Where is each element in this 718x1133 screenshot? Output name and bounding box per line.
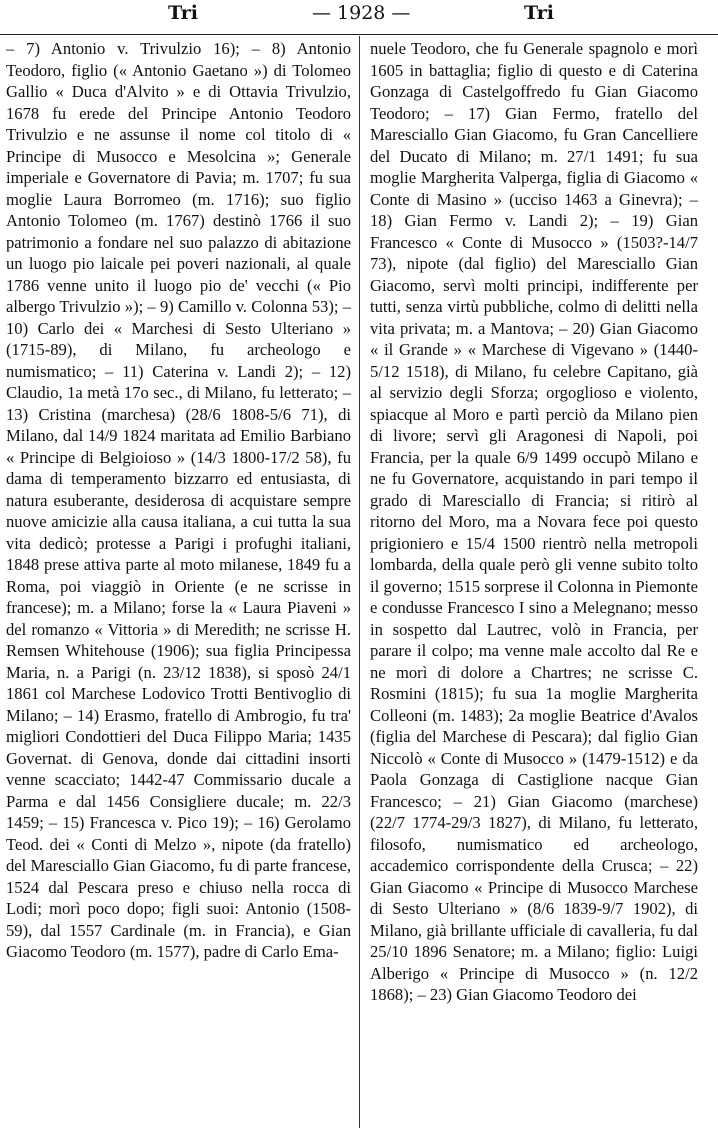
running-header — [0, 0, 718, 35]
right-column-text: nuele Teodoro, che fu Generale spagnolo e morì 1605 in battaglia; figlio di questo e di Caterina Gonzaga di Castelgoffredo fu Gian Giacomo Teodoro; – 17) Gian Fermo, fratello del Maresciallo Gian Giacomo, fu Gran Cancelliere del Ducato di Milano; m. 27/1 1491; fu sua moglie Margherita Valperga, figlia di Giacomo « Conte di Masino » (ucciso 1463 a Ginevra); – 18) Gian Fermo v. Landi 2); – 19) Gian Francesco « Conte di Musocco » (1503?-14/7 73), nipote (dal figlio) del Maresciallo Gian Giacomo, servì molti principi, indifferente per tutti, senza virtù pubbliche, colmo di delitti nella vita privata; m. a Mantova; – 20) Gian Giacomo « il Grande » « Marchese di Vigevano » (1440-5/12 1518), di Milano, fu celebre Capitano, già al servizio degli Sforza; orgoglioso e violento, spiacque al Moro e partì perciò da Milano pien di livore; servì gli Aragonesi di Napoli, poi Francia, per la quale 6/9 1499 occupò Milano e ne fu Governatore, acquistando in pari tempo il grado di Maresciallo di Francia; si ritirò al ritorno del Moro, ma a Novara fece poi questo prigioniero e 15/4 1500 rientrò nella metropoli lombarda, della quale però gli venne subito tolto il governo; 1515 sorprese il Colonna in Piemonte e condusse Francesco I sino a Melegnano; messo in sospetto dal Lautrec, volò in Francia, per parare il colpo; ma venne male accolto dal Re e ne morì di dolore a Chartres; ne scrisse C. Rosmini (1815); fu sua 1a moglie Margherita Colleoni (m. 1483); 2a moglie Beatrice d'Avalos (figlia del Marchese di Pescara); dal figlio Gian Niccolò « Conte di Musocco » (1479-1512) e da Paola Gonzaga di Castiglione nacque Gian Francesco; – 21) Gian Giacomo (marchese) (22/7 1774-29/3 1827), di Milano, fu letterato, filosofo, numismatico ed archeologo, accademico corrispondente della Crusca; – 22) Gian Giacomo « Principe di Musocco Marchese di Sesto Ulteriano » (8/6 1839-9/7 1902), di Milano, già brillante ufficiale di cavalleria, fu dal 25/10 1896 Senatore; m. a Milano; figlio: Luigi Alberigo « Principe di Musocco » (n. 12/2 1868); – 23) Gian Giacomo Teodoro dei — [370, 39, 698, 1004]
header-left-word: Tri — [168, 2, 198, 24]
right-column — [370, 38, 698, 1128]
header-right-word: Tri — [524, 2, 554, 24]
left-column — [6, 38, 351, 1128]
page-number: — 1928 — — [312, 2, 411, 24]
left-column-text: – 7) Antonio v. Trivulzio 16); – 8) Antonio Teodoro, figlio (« Antonio Gaetano ») di Tolomeo Gallio « Duca d'Alvito » e di Ottavia Trivulzio, 1678 fu erede del Principe Antonio Teodoro Trivulzio e ne assunse il nome col titolo di « Principe di Musocco e Mesolcina »; Generale imperiale e Governatore di Pavia; m. 1707; fu sua moglie Laura Borromeo (m. 1716); suo figlio Antonio Tolomeo (m. 1767) destinò 1766 il suo patrimonio a fondare nel suo palazzo di abitazione un luogo pio laicale pei poveri nazionali, al quale 1786 venne unito il luogo pio de' vecchi (« Pio albergo Trivulzio »); – 9) Camillo v. Colonna 53); – 10) Carlo dei « Marchesi di Sesto Ulteriano » (1715-89), di Milano, fu archeologo e numismatico; – 11) Caterina v. Landi 2); – 12) Claudio, 1a metà 17o sec., di Milano, fu letterato; – 13) Cristina (marchesa) (28/6 1808-5/6 71), di Milano, dal 14/9 1824 maritata ad Emilio Barbiano « Principe di Belgioioso » (14/3 1800-17/2 58), fu dama di temperamento bizzarro ed entusiasta, di natura esuberante, desiderosa di acquistare sempre nuove amicizie alla causa italiana, a cui tutta la sua vita dedicò; protesse a Parigi i profughi italiani, 1848 prese attiva parte al moto milanese, 1849 fu a Roma, poi viaggiò in Oriente (e ne scrisse in francese); m. a Milano; forse la « Laura Piaveni » del romanzo « Vittoria » di Meredith; ne scrisse H. Remsen Whitehouse (1906); sua figlia Principessa Maria, n. a Parigi (n. 23/12 1838), si sposò 24/1 1861 col Marchese Lodovico Trotti Bentivoglio di Milano; – 14) Erasmo, fratello di Ambrogio, fu tra' migliori Condottieri del Duca Filippo Maria; 1435 Governat. di Genova, donde dai cittadini insorti venne scacciato; 1442-47 Commissario ducale a Parma e dal 1456 Consigliere ducale; m. 22/3 1459; – 15) Francesca v. Pico 19); – 16) Gerolamo Teod. dei « Conti di Melzo », nipote (da fratello) del Maresciallo Gian Giacomo, fu di parte francese, 1524 dal Pescara preso e chiuso nella rocca di Lodi; morì poco dopo; figli suoi: Antonio (1508-59), dal 1557 Cardinale (m. in Francia), e Gian Giacomo Teodoro (m. 1577), padre di Carlo Ema- — [6, 39, 351, 961]
column-divider — [359, 36, 360, 1128]
